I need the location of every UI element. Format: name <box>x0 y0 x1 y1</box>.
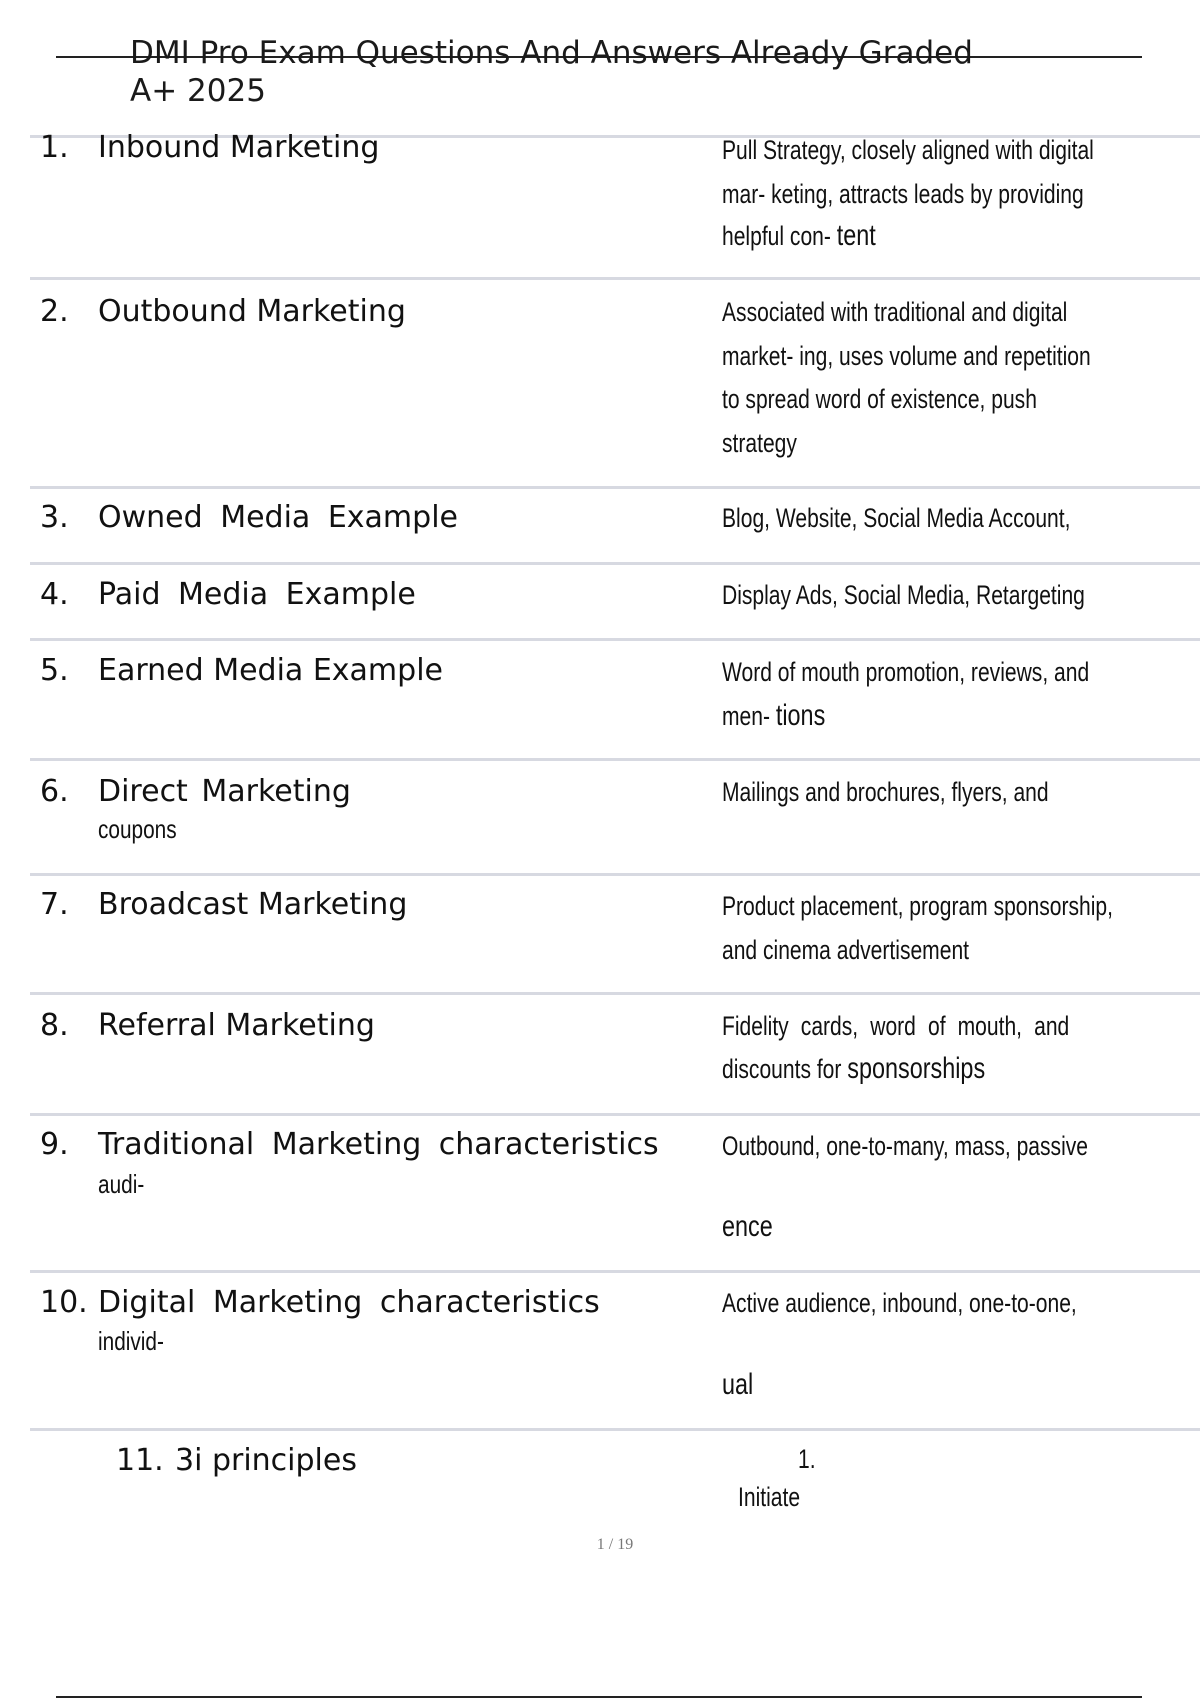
entry-definition-line: mar- keting, attracts leads by providing <box>722 179 1084 209</box>
entry-definition-line: market- ing, uses volume and repetition <box>722 341 1091 371</box>
title-line-2: A+ 2025 <box>130 73 266 109</box>
definition-tail: tions <box>775 699 826 732</box>
row-divider <box>30 1428 1200 1431</box>
entry-term: Referral Marketing <box>98 1008 375 1043</box>
footer-rule <box>56 1696 1142 1698</box>
row-divider <box>30 1270 1200 1273</box>
entry-definition-line: Fidelity cards, word of mouth, and <box>722 1011 1070 1041</box>
entry-term: Owned Media Example <box>98 500 458 535</box>
row-divider <box>30 638 1200 641</box>
definition-text: men- <box>722 701 770 731</box>
definition-tail: tent <box>836 219 876 252</box>
entry-definition-line: Active audience, inbound, one-to-one, <box>722 1288 1077 1318</box>
entry-definition-line: 1. <box>798 1444 816 1474</box>
entry-definition-line <box>722 214 1081 258</box>
entry-definition-line <box>722 1363 1081 1407</box>
entry-definition-line: Display Ads, Social Media, Retargeting <box>722 580 1085 610</box>
entry-definition-line: strategy <box>722 428 797 458</box>
entry-number: 2. <box>40 294 69 329</box>
entry-definition-line: Word of mouth promotion, reviews, and <box>722 657 1090 687</box>
row-divider <box>30 1113 1200 1116</box>
entry-term-continuation: coupons <box>98 814 177 844</box>
entry-term: Earned Media Example <box>98 653 443 688</box>
definition-text: discounts for <box>722 1054 842 1084</box>
entry-number: 9. <box>40 1127 69 1162</box>
entry-definition-line: Pull Strategy, closely aligned with digital <box>722 135 1094 165</box>
entry-number: 8. <box>40 1008 69 1043</box>
row-divider <box>30 277 1200 280</box>
entry-definition-line: Outbound, one-to-many, mass, passive <box>722 1131 1089 1161</box>
entry-term: Direct Marketing <box>98 774 351 809</box>
entry-number: 11. <box>116 1443 164 1478</box>
entry-term: Broadcast Marketing <box>98 887 408 922</box>
title-line-1: DMI Pro Exam Questions And Answers Already Graded <box>130 35 973 71</box>
entry-number: 6. <box>40 774 69 809</box>
entry-definition-line: and cinema advertisement <box>722 935 970 965</box>
entry-definition-line: Associated with traditional and digital <box>722 297 1068 327</box>
definition-tail: sponsorships <box>847 1052 986 1085</box>
row-divider <box>30 562 1200 565</box>
entry-definition-line: Mailings and brochures, flyers, and <box>722 777 1049 807</box>
entry-definition-line: Blog, Website, Social Media Account, <box>722 503 1071 533</box>
entry-term: Outbound Marketing <box>98 294 406 329</box>
entry-number: 7. <box>40 887 69 922</box>
document-title <box>130 34 1130 110</box>
definition-tail: ence <box>722 1210 773 1243</box>
row-divider <box>30 992 1200 995</box>
entry-number: 3. <box>40 500 69 535</box>
row-divider <box>30 758 1200 761</box>
entry-term: Digital Marketing characteristics <box>98 1285 600 1320</box>
row-divider <box>30 486 1200 489</box>
definition-tail: ual <box>722 1368 754 1401</box>
entry-number: 1. <box>40 130 69 165</box>
entry-term: Inbound Marketing <box>98 130 380 165</box>
definition-text: helpful con- <box>722 221 831 251</box>
entry-definition-line <box>722 1205 1081 1249</box>
entry-definition-line: Initiate <box>738 1482 801 1512</box>
entry-definition-line <box>722 694 1081 738</box>
entry-definition-line: Product placement, program sponsorship, <box>722 891 1113 921</box>
page-number: 1 / 19 <box>596 1536 634 1553</box>
entry-number: 4. <box>40 577 69 612</box>
entry-term-continuation: audi- <box>98 1169 145 1199</box>
entry-term-continuation: individ- <box>98 1326 164 1356</box>
entry-number: 10. <box>40 1285 88 1320</box>
entry-definition-line: to spread word of existence, push <box>722 384 1037 414</box>
entry-term: Paid Media Example <box>98 577 416 612</box>
entry-term: Traditional Marketing characteristics <box>98 1127 659 1162</box>
entry-number: 5. <box>40 653 69 688</box>
entry-term: 3i principles <box>175 1443 357 1478</box>
row-divider <box>30 873 1200 876</box>
entry-definition-line <box>722 1047 1081 1091</box>
